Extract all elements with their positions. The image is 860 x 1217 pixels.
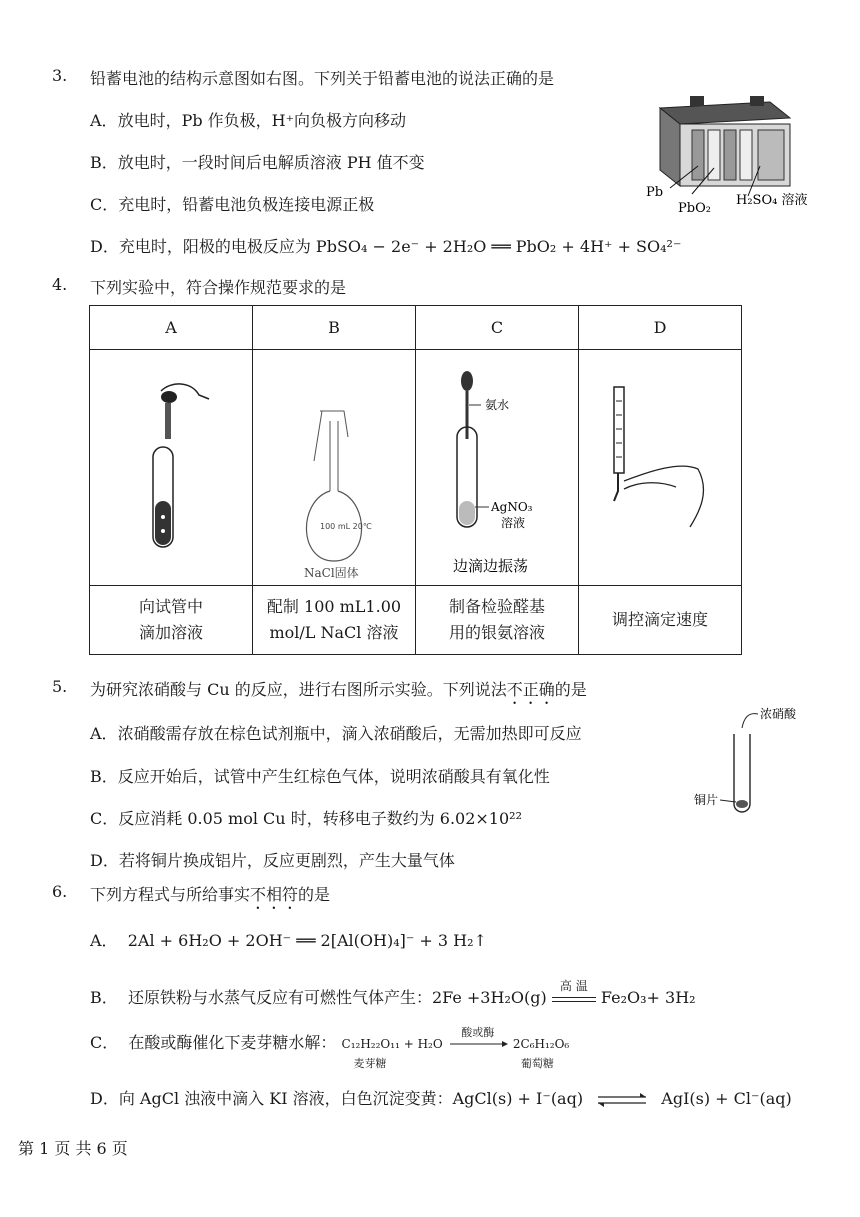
label-solution: 溶液 — [501, 515, 526, 530]
label-agno3: AgNO₃ — [491, 499, 533, 514]
label-copper: 铜片 — [694, 793, 719, 807]
q4-number: 4. — [52, 275, 68, 294]
q3-stem: 铅蓄电池的结构示意图如右图。下列关于铅蓄电池的说法正确的是 — [90, 69, 555, 88]
condition-high-temp: 高 温 — [559, 979, 588, 993]
caption-d: 调控滴定速度 — [579, 586, 742, 655]
q5-emphasis: 不正确 — [506, 680, 555, 699]
q6-number: 6. — [52, 882, 68, 901]
cell-c-image — [416, 350, 579, 586]
label-h2so4: H₂SO₄ 溶液 — [736, 193, 808, 208]
caption-b: 配制 100 mL1.00 mol/L NaCl 溶液 — [253, 586, 416, 655]
q5-option-a: A．浓硝酸需存放在棕色试剂瓶中，滴入浓硝酸后，无需加热即可反应 — [90, 724, 582, 743]
label-drip-shake: 边滴边振荡 — [453, 556, 529, 575]
q6-stem: 下列方程式与所给事实不相符的是 — [90, 885, 331, 904]
q4-stem: 下列实验中，符合操作规范要求的是 — [90, 278, 347, 297]
label-nitric-acid: 浓硝酸 — [760, 707, 797, 721]
header-c: C — [416, 306, 579, 350]
q3-option-a: A．放电时，Pb 作负极，H⁺向负极方向移动 — [90, 111, 407, 130]
label-ammonia: 氨水 — [485, 397, 510, 412]
equilibrium-arrow — [596, 1093, 648, 1107]
q3-option-c: C．充电时，铅蓄电池负极连接电源正极 — [90, 195, 375, 214]
lead-acid-battery-figure — [640, 96, 820, 216]
label-maltose: 麦芽糖 — [353, 1057, 387, 1070]
caption-c: 制备检验醛基 用的银氨溶液 — [416, 586, 579, 655]
label-nacl-solid: NaCl固体 — [304, 565, 359, 580]
q5-number: 5. — [52, 677, 68, 696]
q6-option-c: C． 在酸或酶催化下麦芽糖水解： C₁₂H₂₂O₁₁ + H₂O 麦芽糖 酸或酶 2C₆H₁₂O₆ 葡萄糖 — [90, 1026, 570, 1070]
flask-marking: 100 mL 20℃ — [320, 521, 372, 531]
cell-d-image — [579, 350, 742, 586]
q6-option-b: B． 还原铁粉与水蒸气反应有可燃性气体产生：2Fe +3H₂O(g) 高 温 Fe₂O₃+ 3H₂ — [90, 979, 696, 1007]
q5-stem: 为研究浓硝酸与 Cu 的反应，进行右图所示实验。下列说法不正确的是 — [90, 680, 587, 699]
volumetric-flask-figure — [254, 351, 414, 581]
q3-option-b: B．放电时，一段时间后电解质溶液 PH 值不变 — [90, 153, 425, 172]
q3-number: 3. — [52, 66, 68, 85]
label-glucose: 葡萄糖 — [520, 1057, 554, 1070]
q3-option-d: D．充电时，阳极的电极反应为 PbSO₄ − 2e⁻ + 2H₂O ══ PbO₂ + 4H⁺ + SO₄²⁻ — [90, 237, 682, 256]
burette-figure — [580, 351, 740, 581]
q5-option-c: C．反应消耗 0.05 mol Cu 时，转移电子数约为 6.02×10²² — [90, 809, 522, 828]
header-a: A — [90, 306, 253, 350]
q6-emphasis: 不相符 — [250, 885, 299, 904]
page-footer: 第 1 页 共 6 页 — [18, 1139, 128, 1158]
q6-option-d: D．向 AgCl 浊液中滴入 KI 溶液，白色沉淀变黄：AgCl(s) + I⁻(aq) AgI(s) + Cl⁻(aq) — [90, 1089, 792, 1108]
q5-option-b: B．反应开始后，试管中产生红棕色气体，说明浓硝酸具有氧化性 — [90, 767, 550, 786]
cell-b-image — [253, 350, 416, 586]
experiment-table — [89, 305, 742, 655]
header-d: D — [579, 306, 742, 350]
caption-a: 向试管中 滴加溶液 — [90, 586, 253, 655]
condition-acid-enzyme: 酸或酶 — [461, 1026, 495, 1039]
label-pbo2: PbO₂ — [678, 201, 711, 216]
q5-option-d: D．若将铜片换成铝片，反应更剧烈，产生大量气体 — [90, 851, 455, 870]
label-pb: Pb — [646, 185, 664, 200]
q6-option-a: A． 2Al + 6H₂O + 2OH⁻ ══ 2[Al(OH)₄]⁻ + 3 H₂↑ — [90, 931, 487, 950]
dropper-test-tube-figure — [91, 351, 251, 581]
silver-ammonia-figure — [417, 351, 577, 581]
copper-nitric-acid-figure — [690, 700, 820, 820]
cell-a-image — [90, 350, 253, 586]
header-b: B — [253, 306, 416, 350]
reaction-arrow — [448, 1040, 508, 1048]
